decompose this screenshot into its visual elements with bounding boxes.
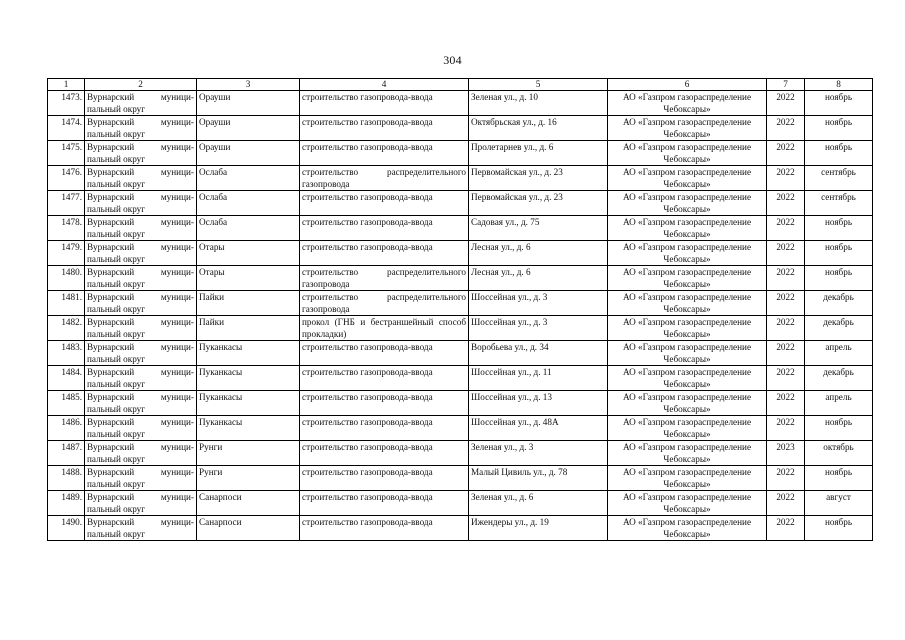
column-header: 7 xyxy=(767,79,805,91)
settlement-cell: Орауши xyxy=(197,91,300,116)
address-cell: Шоссейная ул., д. 3 xyxy=(469,291,608,316)
month-cell: ноябрь xyxy=(805,466,873,491)
work-type-cell: строительство газопровода-ввода xyxy=(300,516,469,541)
row-number: 1489. xyxy=(48,491,85,516)
table-row xyxy=(48,316,873,341)
organization-cell: АО «Газпром газораспределение Чебоксары» xyxy=(608,291,767,316)
month-cell: ноябрь xyxy=(805,216,873,241)
table-row xyxy=(48,191,873,216)
address-cell: Первомайская ул., д. 23 xyxy=(469,166,608,191)
row-number: 1483. xyxy=(48,341,85,366)
column-header: 6 xyxy=(608,79,767,91)
table-row xyxy=(48,391,873,416)
organization-cell: АО «Газпром газораспределение Чебоксары» xyxy=(608,341,767,366)
organization-cell: АО «Газпром газораспределение Чебоксары» xyxy=(608,141,767,166)
okrug-cell: Вурнарский муници-пальный округ xyxy=(85,116,197,141)
row-number: 1477. xyxy=(48,191,85,216)
work-type-cell: прокол (ГНБ и бестраншейный способ прокладки) xyxy=(300,316,469,341)
okrug-cell: Вурнарский муници-пальный округ xyxy=(85,266,197,291)
address-cell: Малый Цивиль ул., д. 78 xyxy=(469,466,608,491)
work-type-cell: строительство газопровода-ввода xyxy=(300,466,469,491)
work-type-cell: строительство распределительного газопровода xyxy=(300,291,469,316)
address-cell: Зеленая ул., д. 10 xyxy=(469,91,608,116)
work-type-cell: строительство газопровода-ввода xyxy=(300,391,469,416)
table-row xyxy=(48,291,873,316)
month-cell: ноябрь xyxy=(805,91,873,116)
table-row xyxy=(48,491,873,516)
month-cell: сентябрь xyxy=(805,166,873,191)
address-cell: Первомайская ул., д. 23 xyxy=(469,191,608,216)
organization-cell: АО «Газпром газораспределение Чебоксары» xyxy=(608,391,767,416)
year-cell: 2022 xyxy=(767,516,805,541)
table-row xyxy=(48,366,873,391)
table-row xyxy=(48,216,873,241)
organization-cell: АО «Газпром газораспределение Чебоксары» xyxy=(608,216,767,241)
row-number: 1481. xyxy=(48,291,85,316)
settlement-cell: Ослаба xyxy=(197,166,300,191)
column-header: 2 xyxy=(85,79,197,91)
organization-cell: АО «Газпром газораспределение Чебоксары» xyxy=(608,91,767,116)
organization-cell: АО «Газпром газораспределение Чебоксары» xyxy=(608,366,767,391)
month-cell: декабрь xyxy=(805,366,873,391)
okrug-cell: Вурнарский муници-пальный округ xyxy=(85,316,197,341)
row-number: 1474. xyxy=(48,116,85,141)
table-row xyxy=(48,166,873,191)
month-cell: ноябрь xyxy=(805,141,873,166)
year-cell: 2022 xyxy=(767,91,805,116)
organization-cell: АО «Газпром газораспределение Чебоксары» xyxy=(608,166,767,191)
column-header: 1 xyxy=(48,79,85,91)
row-number: 1490. xyxy=(48,516,85,541)
work-type-cell: строительство газопровода-ввода xyxy=(300,491,469,516)
settlement-cell: Ослаба xyxy=(197,216,300,241)
address-cell: Ижендеры ул., д. 19 xyxy=(469,516,608,541)
organization-cell: АО «Газпром газораспределение Чебоксары» xyxy=(608,516,767,541)
row-number: 1488. xyxy=(48,466,85,491)
year-cell: 2022 xyxy=(767,166,805,191)
column-header: 3 xyxy=(197,79,300,91)
year-cell: 2022 xyxy=(767,266,805,291)
month-cell: ноябрь xyxy=(805,116,873,141)
okrug-cell: Вурнарский муници-пальный округ xyxy=(85,241,197,266)
okrug-cell: Вурнарский муници-пальный округ xyxy=(85,166,197,191)
address-cell: Лесная ул., д. 6 xyxy=(469,266,608,291)
table-row xyxy=(48,266,873,291)
row-number: 1478. xyxy=(48,216,85,241)
work-type-cell: строительство распределительного газопровода xyxy=(300,266,469,291)
organization-cell: АО «Газпром газораспределение Чебоксары» xyxy=(608,466,767,491)
row-number: 1479. xyxy=(48,241,85,266)
work-type-cell: строительство газопровода-ввода xyxy=(300,416,469,441)
settlement-cell: Пуканкасы xyxy=(197,391,300,416)
work-type-cell: строительство газопровода-ввода xyxy=(300,91,469,116)
okrug-cell: Вурнарский муници-пальный округ xyxy=(85,391,197,416)
month-cell: сентябрь xyxy=(805,191,873,216)
table-row xyxy=(48,466,873,491)
year-cell: 2022 xyxy=(767,391,805,416)
address-cell: Лесная ул., д. 6 xyxy=(469,241,608,266)
work-type-cell: строительство распределительного газопровода xyxy=(300,166,469,191)
settlement-cell: Санарпоси xyxy=(197,516,300,541)
settlement-cell: Орауши xyxy=(197,141,300,166)
settlement-cell: Отары xyxy=(197,266,300,291)
row-number: 1475. xyxy=(48,141,85,166)
year-cell: 2022 xyxy=(767,116,805,141)
settlement-cell: Пуканкасы xyxy=(197,341,300,366)
address-cell: Воробьева ул., д. 34 xyxy=(469,341,608,366)
settlement-cell: Рунги xyxy=(197,441,300,466)
organization-cell: АО «Газпром газораспределение Чебоксары» xyxy=(608,441,767,466)
table-row xyxy=(48,416,873,441)
table-row xyxy=(48,116,873,141)
organization-cell: АО «Газпром газораспределение Чебоксары» xyxy=(608,241,767,266)
settlement-cell: Пуканкасы xyxy=(197,416,300,441)
address-cell: Садовая ул., д. 75 xyxy=(469,216,608,241)
work-type-cell: строительство газопровода-ввода xyxy=(300,366,469,391)
organization-cell: АО «Газпром газораспределение Чебоксары» xyxy=(608,116,767,141)
month-cell: апрель xyxy=(805,341,873,366)
okrug-cell: Вурнарский муници-пальный округ xyxy=(85,291,197,316)
okrug-cell: Вурнарский муници-пальный округ xyxy=(85,341,197,366)
address-cell: Зеленая ул., д. 3 xyxy=(469,441,608,466)
year-cell: 2022 xyxy=(767,291,805,316)
settlement-cell: Пайки xyxy=(197,291,300,316)
row-number: 1476. xyxy=(48,166,85,191)
okrug-cell: Вурнарский муници-пальный округ xyxy=(85,491,197,516)
work-type-cell: строительство газопровода-ввода xyxy=(300,141,469,166)
settlement-cell: Пуканкасы xyxy=(197,366,300,391)
organization-cell: АО «Газпром газораспределение Чебоксары» xyxy=(608,491,767,516)
month-cell: октябрь xyxy=(805,441,873,466)
okrug-cell: Вурнарский муници-пальный округ xyxy=(85,416,197,441)
row-number: 1485. xyxy=(48,391,85,416)
year-cell: 2022 xyxy=(767,366,805,391)
month-cell: ноябрь xyxy=(805,416,873,441)
year-cell: 2022 xyxy=(767,241,805,266)
year-cell: 2022 xyxy=(767,216,805,241)
settlement-cell: Пайки xyxy=(197,316,300,341)
table-row xyxy=(48,241,873,266)
year-cell: 2022 xyxy=(767,316,805,341)
page-number: 304 xyxy=(443,53,462,67)
address-cell: Шоссейная ул., д. 11 xyxy=(469,366,608,391)
work-type-cell: строительство газопровода-ввода xyxy=(300,191,469,216)
address-cell: Шоссейная ул., д. 48А xyxy=(469,416,608,441)
year-cell: 2022 xyxy=(767,466,805,491)
okrug-cell: Вурнарский муници-пальный округ xyxy=(85,91,197,116)
settlement-cell: Санарпоси xyxy=(197,491,300,516)
year-cell: 2022 xyxy=(767,491,805,516)
okrug-cell: Вурнарский муници-пальный округ xyxy=(85,366,197,391)
work-type-cell: строительство газопровода-ввода xyxy=(300,441,469,466)
month-cell: декабрь xyxy=(805,291,873,316)
header-row xyxy=(48,79,873,91)
address-cell: Октябрьская ул., д. 16 xyxy=(469,116,608,141)
row-number: 1482. xyxy=(48,316,85,341)
month-cell: ноябрь xyxy=(805,241,873,266)
gas-works-table xyxy=(47,78,873,541)
okrug-cell: Вурнарский муници-пальный округ xyxy=(85,466,197,491)
table-row xyxy=(48,141,873,166)
month-cell: ноябрь xyxy=(805,516,873,541)
row-number: 1487. xyxy=(48,441,85,466)
okrug-cell: Вурнарский муници-пальный округ xyxy=(85,216,197,241)
table-row xyxy=(48,441,873,466)
organization-cell: АО «Газпром газораспределение Чебоксары» xyxy=(608,266,767,291)
row-number: 1486. xyxy=(48,416,85,441)
year-cell: 2022 xyxy=(767,141,805,166)
table-row xyxy=(48,341,873,366)
address-cell: Шоссейная ул., д. 3 xyxy=(469,316,608,341)
table-row xyxy=(48,91,873,116)
table-body xyxy=(48,91,873,541)
row-number: 1484. xyxy=(48,366,85,391)
settlement-cell: Орауши xyxy=(197,116,300,141)
address-cell: Шоссейная ул., д. 13 xyxy=(469,391,608,416)
column-header: 8 xyxy=(805,79,873,91)
row-number: 1480. xyxy=(48,266,85,291)
table-row xyxy=(48,516,873,541)
okrug-cell: Вурнарский муници-пальный округ xyxy=(85,141,197,166)
work-type-cell: строительство газопровода-ввода xyxy=(300,241,469,266)
okrug-cell: Вурнарский муници-пальный округ xyxy=(85,441,197,466)
work-type-cell: строительство газопровода-ввода xyxy=(300,116,469,141)
month-cell: август xyxy=(805,491,873,516)
settlement-cell: Отары xyxy=(197,241,300,266)
year-cell: 2022 xyxy=(767,341,805,366)
row-number: 1473. xyxy=(48,91,85,116)
okrug-cell: Вурнарский муници-пальный округ xyxy=(85,516,197,541)
organization-cell: АО «Газпром газораспределение Чебоксары» xyxy=(608,191,767,216)
year-cell: 2022 xyxy=(767,416,805,441)
work-type-cell: строительство газопровода-ввода xyxy=(300,216,469,241)
address-cell: Пролетарнев ул., д. 6 xyxy=(469,141,608,166)
month-cell: апрель xyxy=(805,391,873,416)
month-cell: декабрь xyxy=(805,316,873,341)
okrug-cell: Вурнарский муници-пальный округ xyxy=(85,191,197,216)
month-cell: ноябрь xyxy=(805,266,873,291)
address-cell: Зеленая ул., д. 6 xyxy=(469,491,608,516)
column-header: 4 xyxy=(300,79,469,91)
column-header: 5 xyxy=(469,79,608,91)
year-cell: 2022 xyxy=(767,191,805,216)
year-cell: 2023 xyxy=(767,441,805,466)
settlement-cell: Рунги xyxy=(197,466,300,491)
settlement-cell: Ослаба xyxy=(197,191,300,216)
work-type-cell: строительство газопровода-ввода xyxy=(300,341,469,366)
organization-cell: АО «Газпром газораспределение Чебоксары» xyxy=(608,416,767,441)
organization-cell: АО «Газпром газораспределение Чебоксары» xyxy=(608,316,767,341)
